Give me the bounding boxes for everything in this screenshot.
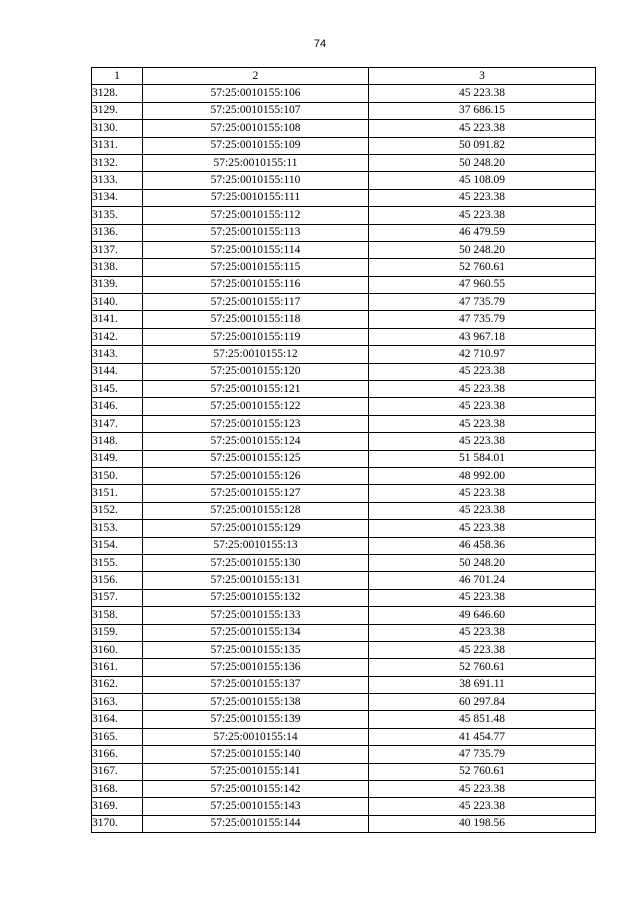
table-row	[92, 294, 596, 311]
value-cell: 49 646.60	[369, 607, 596, 624]
row-number-cell: 3130.	[92, 120, 143, 137]
row-number-cell: 3148.	[92, 433, 143, 450]
table-row	[92, 607, 596, 624]
table-row	[92, 676, 596, 693]
row-number-cell: 3162.	[92, 676, 143, 693]
value-cell: 38 691.11	[369, 676, 596, 693]
table-row	[92, 241, 596, 258]
value-cell: 43 967.18	[369, 328, 596, 345]
cadastral-number-cell: 57:25:0010155:121	[143, 381, 369, 398]
cadastral-number-cell: 57:25:0010155:132	[143, 589, 369, 606]
row-number-cell: 3144.	[92, 363, 143, 380]
table-row	[92, 276, 596, 293]
value-cell: 45 223.38	[369, 85, 596, 102]
table-row	[92, 485, 596, 502]
column-header: 2	[143, 68, 369, 85]
row-number-cell: 3167.	[92, 763, 143, 780]
row-number-cell: 3157.	[92, 589, 143, 606]
value-cell: 45 223.38	[369, 781, 596, 798]
value-cell: 51 584.01	[369, 450, 596, 467]
value-cell: 47 735.79	[369, 311, 596, 328]
table-row	[92, 572, 596, 589]
cadastral-number-cell: 57:25:0010155:133	[143, 607, 369, 624]
row-number-cell: 3151.	[92, 485, 143, 502]
row-number-cell: 3145.	[92, 381, 143, 398]
value-cell: 45 108.09	[369, 172, 596, 189]
row-number-cell: 3156.	[92, 572, 143, 589]
table-row	[92, 728, 596, 745]
row-number-cell: 3153.	[92, 520, 143, 537]
cadastral-number-cell: 57:25:0010155:138	[143, 694, 369, 711]
value-cell: 42 710.97	[369, 346, 596, 363]
table-body	[92, 85, 596, 833]
value-cell: 52 760.61	[369, 763, 596, 780]
cadastral-number-cell: 57:25:0010155:130	[143, 554, 369, 571]
value-cell: 45 223.38	[369, 485, 596, 502]
value-cell: 40 198.56	[369, 815, 596, 832]
cadastral-number-cell: 57:25:0010155:118	[143, 311, 369, 328]
row-number-cell: 3146.	[92, 398, 143, 415]
row-number-cell: 3163.	[92, 694, 143, 711]
cadastral-number-cell: 57:25:0010155:134	[143, 624, 369, 641]
value-cell: 45 223.38	[369, 502, 596, 519]
cadastral-number-cell: 57:25:0010155:131	[143, 572, 369, 589]
row-number-cell: 3128.	[92, 85, 143, 102]
cadastral-number-cell: 57:25:0010155:113	[143, 224, 369, 241]
value-cell: 50 091.82	[369, 137, 596, 154]
table-row	[92, 694, 596, 711]
table-row	[92, 120, 596, 137]
value-cell: 45 223.38	[369, 381, 596, 398]
cadastral-number-cell: 57:25:0010155:109	[143, 137, 369, 154]
table-row	[92, 589, 596, 606]
row-number-cell: 3143.	[92, 346, 143, 363]
value-cell: 45 223.38	[369, 433, 596, 450]
cadastral-number-cell: 57:25:0010155:114	[143, 241, 369, 258]
cadastral-number-cell: 57:25:0010155:143	[143, 798, 369, 815]
row-number-cell: 3129.	[92, 102, 143, 119]
value-cell: 45 223.38	[369, 363, 596, 380]
cadastral-number-cell: 57:25:0010155:112	[143, 207, 369, 224]
value-cell: 48 992.00	[369, 467, 596, 484]
cadastral-number-cell: 57:25:0010155:116	[143, 276, 369, 293]
value-cell: 52 760.61	[369, 259, 596, 276]
row-number-cell: 3136.	[92, 224, 143, 241]
value-cell: 50 248.20	[369, 241, 596, 258]
value-cell: 52 760.61	[369, 659, 596, 676]
row-number-cell: 3140.	[92, 294, 143, 311]
row-number-cell: 3158.	[92, 607, 143, 624]
value-cell: 45 223.38	[369, 398, 596, 415]
cadastral-number-cell: 57:25:0010155:127	[143, 485, 369, 502]
table-row	[92, 763, 596, 780]
row-number-cell: 3133.	[92, 172, 143, 189]
table-row	[92, 189, 596, 206]
table-row	[92, 746, 596, 763]
row-number-cell: 3138.	[92, 259, 143, 276]
row-number-cell: 3169.	[92, 798, 143, 815]
value-cell: 46 479.59	[369, 224, 596, 241]
cadastral-number-cell: 57:25:0010155:144	[143, 815, 369, 832]
cadastral-number-cell: 57:25:0010155:115	[143, 259, 369, 276]
table-row	[92, 328, 596, 345]
cadastral-number-cell: 57:25:0010155:125	[143, 450, 369, 467]
row-number-cell: 3152.	[92, 502, 143, 519]
table-row	[92, 815, 596, 832]
table-row	[92, 224, 596, 241]
cadastral-number-cell: 57:25:0010155:14	[143, 728, 369, 745]
table-row	[92, 102, 596, 119]
value-cell: 45 223.38	[369, 589, 596, 606]
row-number-cell: 3149.	[92, 450, 143, 467]
value-cell: 47 960.55	[369, 276, 596, 293]
cadastral-number-cell: 57:25:0010155:129	[143, 520, 369, 537]
table-row	[92, 311, 596, 328]
value-cell: 41 454.77	[369, 728, 596, 745]
row-number-cell: 3142.	[92, 328, 143, 345]
row-number-cell: 3155.	[92, 554, 143, 571]
cadastral-number-cell: 57:25:0010155:124	[143, 433, 369, 450]
row-number-cell: 3141.	[92, 311, 143, 328]
table-row	[92, 381, 596, 398]
cadastral-number-cell: 57:25:0010155:119	[143, 328, 369, 345]
table-row	[92, 363, 596, 380]
cadastral-number-cell: 57:25:0010155:128	[143, 502, 369, 519]
table-row	[92, 154, 596, 171]
table-row	[92, 520, 596, 537]
table-row	[92, 346, 596, 363]
cadastral-number-cell: 57:25:0010155:136	[143, 659, 369, 676]
table-row	[92, 398, 596, 415]
cadastral-number-cell: 57:25:0010155:13	[143, 537, 369, 554]
row-number-cell: 3165.	[92, 728, 143, 745]
row-number-cell: 3160.	[92, 641, 143, 658]
table-row	[92, 711, 596, 728]
cadastral-number-cell: 57:25:0010155:107	[143, 102, 369, 119]
cadastral-number-cell: 57:25:0010155:137	[143, 676, 369, 693]
value-cell: 45 851.48	[369, 711, 596, 728]
table-row	[92, 137, 596, 154]
table-row	[92, 259, 596, 276]
row-number-cell: 3139.	[92, 276, 143, 293]
value-cell: 50 248.20	[369, 154, 596, 171]
table-header-row	[92, 68, 596, 85]
cadastral-number-cell: 57:25:0010155:122	[143, 398, 369, 415]
table-row	[92, 798, 596, 815]
value-cell: 60 297.84	[369, 694, 596, 711]
table-row	[92, 659, 596, 676]
table-row	[92, 450, 596, 467]
row-number-cell: 3161.	[92, 659, 143, 676]
column-header: 3	[369, 68, 596, 85]
row-number-cell: 3132.	[92, 154, 143, 171]
value-cell: 45 223.38	[369, 641, 596, 658]
table-row	[92, 502, 596, 519]
cadastral-number-cell: 57:25:0010155:140	[143, 746, 369, 763]
cadastral-number-cell: 57:25:0010155:123	[143, 415, 369, 432]
value-cell: 45 223.38	[369, 207, 596, 224]
cadastral-number-cell: 57:25:0010155:139	[143, 711, 369, 728]
row-number-cell: 3164.	[92, 711, 143, 728]
table-row	[92, 415, 596, 432]
row-number-cell: 3166.	[92, 746, 143, 763]
cadastral-number-cell: 57:25:0010155:126	[143, 467, 369, 484]
value-cell: 37 686.15	[369, 102, 596, 119]
table-row	[92, 85, 596, 102]
table-row	[92, 207, 596, 224]
cadastral-number-cell: 57:25:0010155:110	[143, 172, 369, 189]
row-number-cell: 3159.	[92, 624, 143, 641]
value-cell: 47 735.79	[369, 746, 596, 763]
table-row	[92, 433, 596, 450]
value-cell: 45 223.38	[369, 415, 596, 432]
value-cell: 46 701.24	[369, 572, 596, 589]
cadastral-number-cell: 57:25:0010155:108	[143, 120, 369, 137]
value-cell: 46 458.36	[369, 537, 596, 554]
value-cell: 50 248.20	[369, 554, 596, 571]
row-number-cell: 3135.	[92, 207, 143, 224]
column-header: 1	[92, 68, 143, 85]
cadastral-number-cell: 57:25:0010155:120	[143, 363, 369, 380]
cadastral-number-cell: 57:25:0010155:111	[143, 189, 369, 206]
row-number-cell: 3131.	[92, 137, 143, 154]
cadastral-number-cell: 57:25:0010155:117	[143, 294, 369, 311]
row-number-cell: 3137.	[92, 241, 143, 258]
cadastral-number-cell: 57:25:0010155:106	[143, 85, 369, 102]
value-cell: 45 223.38	[369, 189, 596, 206]
table-row	[92, 641, 596, 658]
cadastre-table	[91, 67, 596, 833]
table-row	[92, 467, 596, 484]
cadastral-number-cell: 57:25:0010155:11	[143, 154, 369, 171]
value-cell: 45 223.38	[369, 520, 596, 537]
row-number-cell: 3150.	[92, 467, 143, 484]
table-row	[92, 172, 596, 189]
row-number-cell: 3154.	[92, 537, 143, 554]
cadastral-number-cell: 57:25:0010155:141	[143, 763, 369, 780]
page-number: 74	[313, 38, 327, 50]
cadastral-number-cell: 57:25:0010155:142	[143, 781, 369, 798]
table-row	[92, 537, 596, 554]
table-row	[92, 624, 596, 641]
cadastral-number-cell: 57:25:0010155:12	[143, 346, 369, 363]
row-number-cell: 3147.	[92, 415, 143, 432]
table-row	[92, 781, 596, 798]
row-number-cell: 3170.	[92, 815, 143, 832]
table-row	[92, 554, 596, 571]
value-cell: 45 223.38	[369, 120, 596, 137]
row-number-cell: 3168.	[92, 781, 143, 798]
row-number-cell: 3134.	[92, 189, 143, 206]
value-cell: 47 735.79	[369, 294, 596, 311]
cadastral-number-cell: 57:25:0010155:135	[143, 641, 369, 658]
value-cell: 45 223.38	[369, 798, 596, 815]
value-cell: 45 223.38	[369, 624, 596, 641]
